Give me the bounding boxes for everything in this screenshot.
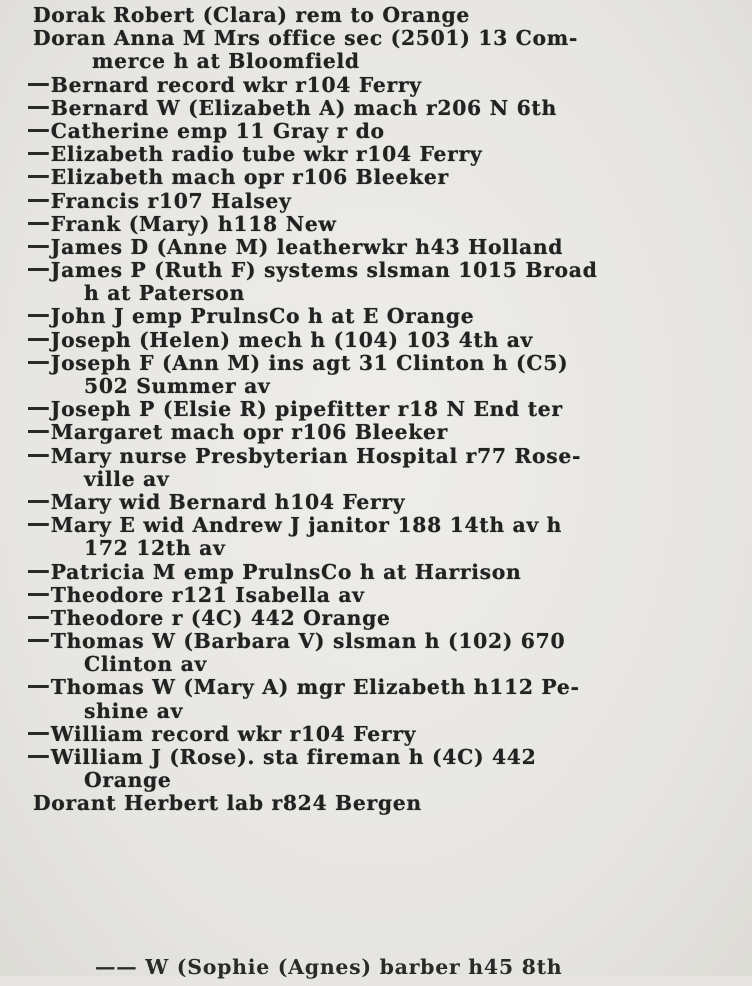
entry-line [0,491,744,514]
entry-line [0,584,744,607]
entry-continuation-line [1,653,745,676]
entry-line [0,120,744,143]
entry-line [0,514,744,537]
entry-text: Elizabeth mach opr r106 Bleeker [50,165,449,190]
ditto-dash [28,83,49,86]
directory-entry-sub [0,561,752,584]
entry-continuation-line [1,282,745,305]
ditto-dash [28,268,49,271]
entry-text: Mary wid Bernard h104 Ferry [50,489,406,514]
entry-line [0,676,744,699]
entry-text: John J emp PrulnsCo h at E Orange [50,304,475,329]
directory-entry-sub [0,305,752,328]
entry-text: Dorant Herbert lab r824 Bergen [33,791,422,816]
directory-entry-sub [0,236,752,259]
directory-entry-sub [0,190,752,213]
entry-line [0,190,744,213]
ditto-dash [28,175,49,178]
entry-line [0,74,744,97]
entry-text: Orange [84,768,172,793]
entry-text: William record wkr r104 Ferry [50,721,417,746]
cut-off-line-text: —— W (Sophie (Agnes) barber h45 8th [95,955,563,979]
entry-text: Dorak Robert (Clara) rem to Orange [33,3,470,27]
ditto-dash [28,732,49,735]
entry-line [0,723,744,746]
entry-text: Doran Anna M Mrs office sec (2501) 13 Com- [33,26,579,51]
directory-entry-sub [0,166,752,189]
entry-continuation-line [1,375,745,398]
entry-text: Joseph F (Ann M) ins agt 31 Clinton h (C5) [50,350,569,375]
entry-text: Margaret mach opr r106 Bleeker [50,420,449,445]
entry-line [0,561,744,584]
entry-continuation-line [1,700,745,723]
directory-entry-sub [0,120,752,143]
entry-text: Clinton av [84,652,207,677]
directory-entry-sub [0,491,752,514]
ditto-dash [28,129,49,132]
entry-text: Thomas W (Mary A) mgr Elizabeth h112 Pe- [50,675,580,700]
entry-line [0,143,744,166]
entry-line [0,352,744,375]
entry-text: Elizabeth radio tube wkr r104 Ferry [50,142,483,167]
ditto-dash [28,314,49,317]
entry-text: Bernard W (Elizabeth A) mach r206 N 6th [50,95,557,120]
directory-entry-sub [0,74,752,97]
directory-entry-sub [0,445,752,491]
entry-text: Patricia M emp PrulnsCo h at Harrison [50,559,522,584]
ditto-dash [28,570,49,573]
directory-entry-head [0,27,752,73]
entry-text: James D (Anne M) leatherwkr h43 Holland [50,234,564,259]
ditto-dash [28,755,49,758]
directory-entry-head [0,792,752,815]
directory-entry-sub [0,213,752,236]
directory-entry-head [0,4,752,27]
directory-entries [0,4,752,816]
ditto-dash [28,616,49,619]
entry-line [0,166,744,189]
entry-text: William J (Rose). sta fireman h (4C) 442 [50,745,537,769]
entry-text: Thomas W (Barbara V) slsman h (102) 670 [50,629,566,654]
entry-text: James P (Ruth F) systems slsman 1015 Broad [50,258,598,283]
entry-line [0,630,744,653]
ditto-dash [28,639,49,642]
entry-line [0,213,744,236]
directory-entry-sub [0,584,752,607]
entry-line [0,445,744,468]
directory-entry-sub [0,259,752,305]
entry-text: 502 Summer av [84,374,271,398]
directory-entry-sub [0,630,752,676]
entry-line [0,27,744,50]
entry-text: Theodore r (4C) 442 Orange [50,605,391,630]
entry-text: merce h at Bloomfield [92,49,360,74]
ditto-dash [28,361,49,364]
entry-continuation-line [1,537,745,560]
entry-text: h at Paterson [84,281,245,306]
entry-text: Joseph (Helen) mech h (104) 103 4th av [50,327,534,352]
ditto-dash [28,500,49,503]
ditto-dash [28,430,49,433]
ditto-dash [28,407,49,410]
directory-entry-sub [0,97,752,120]
directory-entry-sub [0,514,752,560]
ditto-dash [28,593,49,596]
ditto-dash [28,454,49,457]
entry-line [0,398,744,421]
entry-text: shine av [84,698,184,723]
directory-entry-sub [0,676,752,722]
entry-line [0,746,744,769]
entry-text: Joseph P (Elsie R) pipefitter r18 N End ter [50,397,563,422]
entry-line [0,305,744,328]
entry-line [0,329,744,352]
entry-line [0,4,744,27]
entry-line [0,97,744,120]
directory-entry-sub [0,746,752,792]
ditto-dash [28,685,49,688]
entry-line [0,259,744,282]
directory-entry-sub [0,352,752,398]
cut-off-line [95,955,655,979]
entry-text: 172 12th av [84,536,226,561]
ditto-dash [28,222,49,225]
entry-line [0,421,744,444]
entry-text: Francis r107 Halsey [50,188,292,213]
entry-text: Bernard record wkr r104 Ferry [50,72,422,97]
entry-continuation-line [1,468,745,491]
directory-entry-sub [0,607,752,630]
ditto-dash [28,523,49,526]
entry-continuation-line [1,769,745,792]
entry-text: Mary E wid Andrew J janitor 188 14th av h [50,513,563,538]
entry-text: ville av [84,466,170,491]
ditto-dash [28,245,49,248]
ditto-dash [28,199,49,202]
entry-line [0,792,744,815]
directory-entry-sub [0,723,752,746]
directory-entry-sub [0,143,752,166]
entry-continuation-line [1,50,745,73]
entry-text: Theodore r121 Isabella av [50,582,365,607]
directory-entry-sub [0,421,752,444]
entry-line [0,236,744,259]
directory-entry-sub [0,398,752,421]
ditto-dash [28,106,49,109]
entry-text: Mary nurse Presbyterian Hospital r77 Rose- [50,443,582,468]
entry-text: Catherine emp 11 Gray r do [50,118,385,143]
entry-line [0,607,744,630]
ditto-dash [28,152,49,155]
ditto-dash [28,338,49,341]
directory-entry-sub [0,329,752,352]
entry-text: Frank (Mary) h118 New [50,211,337,236]
